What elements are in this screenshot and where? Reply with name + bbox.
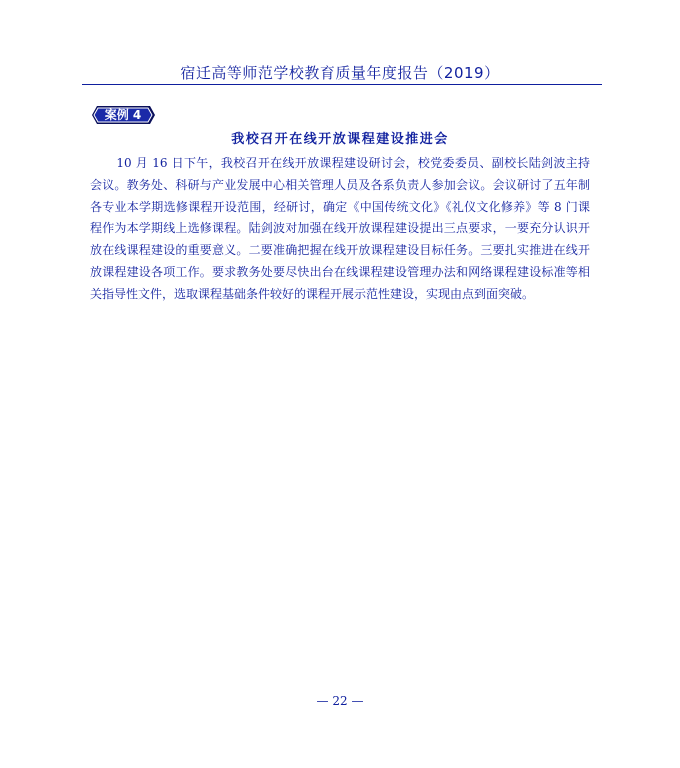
header-divider xyxy=(82,84,602,85)
report-header-title: 宿迁高等师范学校教育质量年度报告（2019） xyxy=(180,64,500,82)
article-body: 10 月 16 日下午，我校召开在线开放课程建设研讨会，校党委委员、副校长陆剑波主持会议。教务处、科研与产业发展中心相关管理人员及各系负责人参加会议。会议研讨了五年制各专业本学期选修课程开设范围，经研讨，确定《中国传统文化》《礼仪文化修养》等 8 门课程作为本学期线上选修课程。陆剑波对加强在线开放课程建设提出三点要求，一要充分认识开放在线课程建设的重要意义。二要准确把握在线开放课程建设目标任务。三要扎实推进在线开放课程建设各项工作。要求教务处要尽快出台在线课程建设管理办法和网络课程建设标准等相关指导性文件，选取课程基础条件较好的课程开展示范性建设，实现由点到面突破。 xyxy=(90,156,590,301)
page-number: — 22 — xyxy=(316,694,364,708)
article-title: 我校召开在线开放课程建设推进会 xyxy=(231,132,449,147)
case-badge-label: 案例 4 xyxy=(104,108,142,122)
case-badge xyxy=(90,105,156,125)
